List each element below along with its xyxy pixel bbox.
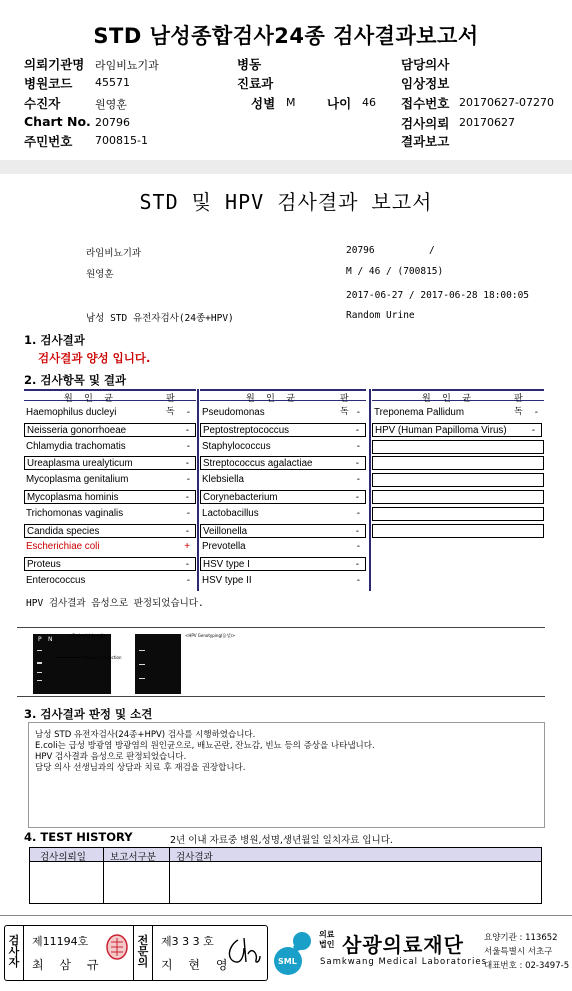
test-item-result: - [185,559,189,571]
test-item-row [200,490,366,504]
test-item-name: Ureaplasma urealyticum [27,458,133,470]
report-main-title: STD 남성종합검사24종 검사결과보고서 [93,24,479,48]
test-item-row [372,490,544,504]
hospital-value: 라임비뇨기과 [95,59,159,72]
test-item-result: - [186,440,190,452]
test-item-name: Lactobacillus [202,507,259,519]
header-divider [0,160,572,174]
ecoli-caption: <Escherichia coli> [69,633,107,638]
test-item-row [200,574,366,588]
lane-p-label: P [38,636,42,643]
test-item-result: - [356,440,360,452]
history-col-date: 검사의뢰일 [40,852,86,863]
test-item-row [24,490,196,504]
chart-value: 20796 [95,116,130,129]
test-item-row [24,456,196,470]
col2-result-header: 판 독 [340,394,352,417]
history-col-result: 검사결과 [176,852,213,863]
code-label: 병원코드 [24,76,73,91]
examiner-license: 제11194호 [32,935,89,948]
test-item-result: - [185,424,189,436]
chart-label: Chart No. [24,114,91,129]
test-item-row [200,406,366,420]
dept-label: 진료과 [237,76,274,91]
items-col-divider [369,389,371,591]
report-title: STD 및 HPV 검사결과 보고서 [139,190,433,214]
test-item-row [200,507,366,521]
corp-address: 서울특별시 서초구 [484,947,553,957]
test-item-name: Veillonella [203,525,248,537]
hospital-label: 의뢰기관명 [24,57,85,72]
test-item-row [372,473,544,487]
request-value: 20170627 [459,116,515,129]
test-item-name: Trichomonas vaginalis [26,507,124,519]
test-item-name: HSV type I [203,559,250,571]
test-item-result: - [185,525,189,537]
test-item-result: - [355,458,359,470]
test-item-result: - [355,559,359,571]
test-item-result: - [356,507,360,519]
ssn-label: 주민번호 [24,134,73,149]
physician-license: 제3 3 3 호 [161,935,214,948]
opinion-line: HPV 검사결과 음성으로 판정되었습니다. [35,752,187,762]
test-item-name: Klebsiella [202,474,244,486]
opinion-line: 남성 STD 유전자검사(24종+HPV) 검사를 시행하였습니다. [35,730,256,740]
col3-result-header: 판 독 [514,394,526,417]
test-item-row [372,423,542,437]
code-value: 45571 [95,76,130,89]
report-hospital: 라임비뇨기과 [86,248,142,259]
test-item-result: - [186,407,190,418]
report-label: 결과보고 [401,134,450,149]
col1-result-header: 판 독 [166,394,178,417]
result-message: 검사결과 양성 입니다. [38,351,151,365]
test-item-name: Prevotella [202,541,246,553]
col3-organism-header: 원 인 균 [422,394,474,404]
sml-logo-icon [272,927,316,977]
examiner-label: 검 사 자 [8,934,20,969]
test-item-name: Mycoplasma hominis [27,492,119,503]
test-item-result: - [185,492,189,503]
test-item-name: Haemophilus ducleyi [26,407,117,418]
test-item-name: Candida species [27,525,100,537]
test-item-row [200,540,366,554]
test-item-row [372,440,544,454]
test-item-name: Escherichiae coli [26,541,100,553]
test-item-row [24,473,196,487]
sex-value: M [286,96,296,109]
test-item-row [200,524,366,538]
test-item-result: - [185,458,189,470]
report-chart-no: 20796 [346,245,375,256]
receipt-label: 접수번호 [401,96,450,111]
age-label: 나이 [327,96,352,111]
col2-organism-header: 원 인 균 [246,394,298,404]
physician-name: 지 현 영 [161,958,234,972]
opinion-line: 담당 의사 선생님과의 상담과 치료 후 재검을 권장합니다. [35,763,246,773]
report-test-name: 남성 STD 유전자검사(24종+HPV) [86,313,234,324]
test-item-name: Enterococcus [26,575,86,586]
section3-title: 3. 검사결과 판정 및 소견 [24,707,153,721]
corp-phone: 대표번호 : 02-3497-5 [484,961,570,971]
physician-label: 전 문 의 [137,934,149,969]
patient-label: 수진자 [24,96,61,111]
report-sex-age: M / 46 / (700815) [346,266,444,277]
test-item-result: - [186,507,190,519]
test-item-result: - [355,424,359,436]
doctor-label: 담당의사 [401,57,450,72]
ecoli-band-label: 436bp E.C. infection [81,655,122,660]
test-item-name: Staphylococcus [202,440,271,452]
test-item-row [24,507,196,521]
request-label: 검사의뢰 [401,116,450,131]
test-item-result: - [356,541,360,553]
test-item-result: - [356,575,360,586]
corp-type: 의료 법인 [319,930,335,949]
ward-label: 병동 [237,57,262,72]
test-item-result: - [356,407,360,418]
test-item-row [24,524,196,538]
test-item-name: HSV type II [202,575,252,586]
test-item-name: HPV (Human Papilloma Virus) [375,424,507,436]
ecoli-gel-image [33,634,111,694]
test-item-row [24,440,196,454]
age-value: 46 [362,96,376,109]
test-item-name: Streptococcus agalactiae [203,458,313,470]
hpv-caption: <HPV Genotyping(음성)> [185,633,236,638]
test-item-row [200,456,366,470]
test-item-result: - [534,407,538,418]
org-name-en: Samkwang Medical Laboratories [320,957,488,967]
corp-code: 요양기관 : 113652 [484,933,558,943]
report-header [0,0,572,160]
patient-value: 원영훈 [95,98,127,111]
test-item-name: Peptostreptococcus [203,424,290,436]
items-col-divider [197,389,199,591]
examiner-seal-icon [105,934,129,960]
section2-title: 2. 검사항목 및 결과 [24,373,127,387]
test-item-result: - [355,525,359,537]
sex-label: 성별 [251,96,276,111]
hpv-note: HPV 검사결과 음성으로 판정되었습니다. [26,598,204,609]
test-item-row [24,423,196,437]
physician-signature-icon [224,932,262,970]
test-item-row [200,440,366,454]
test-item-row [24,574,196,588]
test-item-result: - [186,474,190,486]
test-item-row [372,507,544,521]
test-item-row [24,540,196,554]
history-col-type: 보고서구분 [110,852,156,863]
history-table-header [30,848,541,862]
ssn-value: 700815-1 [95,134,148,147]
test-item-row [200,557,366,571]
test-item-row [24,557,196,571]
test-item-result: + [184,541,190,553]
test-item-row [372,456,544,470]
hpv-gel-image [135,634,181,694]
test-item-name: Neisseria gonorrhoeae [27,424,127,436]
test-item-name: Corynebacterium [203,492,278,503]
opinion-line: E.coli는 급성 방광염 방광염의 원인균으로, 배뇨곤란, 잔뇨감, 빈뇨 등의 증상을 나타냅니다. [35,741,375,751]
history-table [29,847,542,904]
test-item-name: Proteus [27,559,61,571]
test-item-row [200,473,366,487]
lane-n-label: N [48,636,53,643]
test-item-name: Chlamydia trachomatis [26,440,126,452]
report-specimen: Random Urine [346,310,415,321]
opinion-box [28,722,545,828]
test-item-row [372,406,544,420]
test-item-result: - [186,575,190,586]
report-chart-slash: / [429,245,435,256]
section1-title: 1. 검사결과 [24,333,85,347]
report-patient: 원영훈 [86,269,114,280]
test-item-name: Treponema Pallidum [374,407,465,418]
test-item-result: - [355,492,359,503]
gel-image-strip [17,627,545,697]
section4-title: 4. TEST HISTORY [24,830,133,844]
org-name-kr: 삼광의료재단 [342,933,464,957]
report-dates: 2017-06-27 / 2017-06-28 18:00:05 [346,290,530,301]
test-item-result: - [531,424,535,436]
examiner-name: 최 삼 규 [32,958,105,972]
band-arrow [55,657,79,658]
col1-organism-header: 원 인 균 [64,394,116,404]
test-item-row [200,423,366,437]
sml-badge-text: SML [278,957,297,966]
test-item-name: Mycoplasma genitalium [26,474,129,486]
history-note: 2년 이내 자료중 병원,성명,생년월일 일치자료 입니다. [170,835,393,846]
clinical-label: 임상정보 [401,76,450,91]
receipt-value: 20170627-07270 [459,96,554,109]
test-item-result: - [356,474,360,486]
test-item-row [24,406,196,420]
test-item-name: Pseudomonas [202,407,265,418]
test-item-row [372,524,544,538]
